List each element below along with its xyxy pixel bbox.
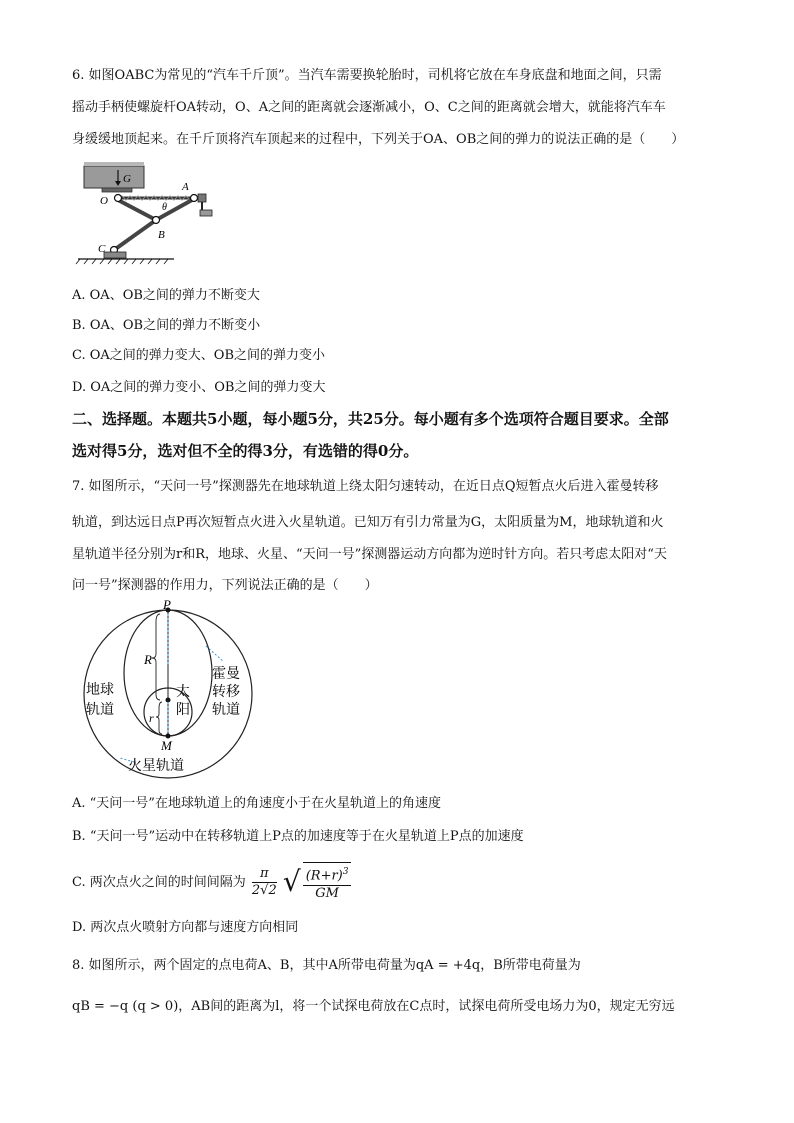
q7-option-c-radicand-den: GM <box>315 885 339 901</box>
label-sun-1: 太 <box>176 684 190 700</box>
q7-stem-line-1: 7. 如图所示，“天问一号”探测器先在地球轨道上绕太阳匀速转动，在近日点Q短暂点火后进入霍曼转移 <box>72 479 659 494</box>
label-mars-orbit: 火星轨道 <box>128 758 184 774</box>
label-B: B <box>158 229 165 241</box>
section-2-header-line-2: 选对得5分，选对但不全的得3分，有选错的得0分。 <box>72 442 419 460</box>
label-r: r <box>149 711 154 725</box>
label-R: R <box>144 652 152 667</box>
label-hohmann-1: 霍曼 <box>212 666 240 682</box>
car-jack-figure <box>74 160 224 268</box>
q7-option-b: B. “天问一号”运动中在转移轨道上P点的加速度等于在火星轨道上P点的加速度 <box>72 829 524 844</box>
label-O: O <box>100 195 108 207</box>
q7-option-c-exponent: 3 <box>342 867 349 878</box>
label-hohmann-3: 轨道 <box>212 702 240 718</box>
label-A: A <box>182 181 189 193</box>
q7-option-d: D. 两次点火喷射方向都与速度方向相同 <box>72 920 299 935</box>
label-hohmann-2: 转移 <box>212 684 240 700</box>
label-theta: θ <box>162 202 167 213</box>
q6-option-b: B. OA、OB之间的弹力不断变小 <box>72 318 261 333</box>
label-sun-2: 阳 <box>176 702 190 718</box>
section-2-header-line-1: 二、选择题。本题共5小题，每小题5分，共25分。每小题有多个选项符合题目要求。全部 <box>72 410 669 428</box>
q7-stem-line-3: 星轨道半径分别为r和R，地球、火星、“天问一号”探测器运动方向都为逆时针方向。若只考虑太阳对“天 <box>72 547 667 562</box>
q6-option-d: D. OA之间的弹力变小、OB之间的弹力变大 <box>72 380 326 395</box>
q6-stem-line-2: 摇动手柄使螺旋杆OA转动，O、A之间的距离就会逐渐减小，O、C之间的距离就会增大，就能将汽车车 <box>72 100 666 115</box>
q7-option-a: A. “天问一号”在地球轨道上的角速度小于在火星轨道上的角速度 <box>72 796 441 811</box>
q7-option-c-prefix: C. 两次点火之间的时间间隔为 <box>72 874 246 890</box>
label-P: P <box>163 600 171 612</box>
q6-option-c: C. OA之间的弹力变大、OB之间的弹力变小 <box>72 348 326 363</box>
q7-option-c-radicand-num: (R+r) <box>305 868 343 884</box>
label-C: C <box>98 243 106 255</box>
q7-stem-line-2: 轨道，到达远日点P再次短暂点火进入火星轨道。已知万有引力常量为G，太阳质量为M，地球轨道和火 <box>72 515 664 530</box>
label-earth-orbit-2: 轨道 <box>86 702 114 718</box>
q7-stem-line-4: 问一号”探测器的作用力，下列说法正确的是（ ） <box>72 578 378 593</box>
q6-stem-line-1: 6. 如图OABC为常见的“汽车千斤顶”。当汽车需要换轮胎时，司机将它放在车身底盘和地面之间，只需 <box>72 68 662 83</box>
q8-stem-line-2: qB = −q (q > 0)，AB间的距离为l，将一个试探电荷放在C点时，试探电荷所受电场力为0，规定无穷远 <box>72 999 675 1014</box>
q6-option-a: A. OA、OB之间的弹力不断变大 <box>72 288 260 303</box>
label-earth-orbit-1: 地球 <box>86 682 114 698</box>
q8-stem-line-1: 8. 如图所示，两个固定的点电荷A、B，其中A所带电荷量为qA = +4q，B所带电荷量为 <box>72 958 581 973</box>
q7-option-c <box>72 862 732 902</box>
q6-stem-line-3: 身缓缓地顶起来。在千斤顶将汽车顶起来的过程中，下列关于OA、OB之间的弹力的说法正确的是（ ） <box>72 132 685 147</box>
label-M: M <box>161 738 172 753</box>
q7-option-c-denominator: 2√2 <box>251 882 277 898</box>
car-body-shape <box>84 166 144 188</box>
label-G: G <box>123 173 131 185</box>
q7-option-c-fraction <box>252 866 277 899</box>
q7-option-c-radical: √ $\frac{(R+r)^3}{GM}$ <box>283 862 354 903</box>
q7-option-c-numerator: π <box>252 866 277 883</box>
orbit-figure <box>74 600 274 782</box>
